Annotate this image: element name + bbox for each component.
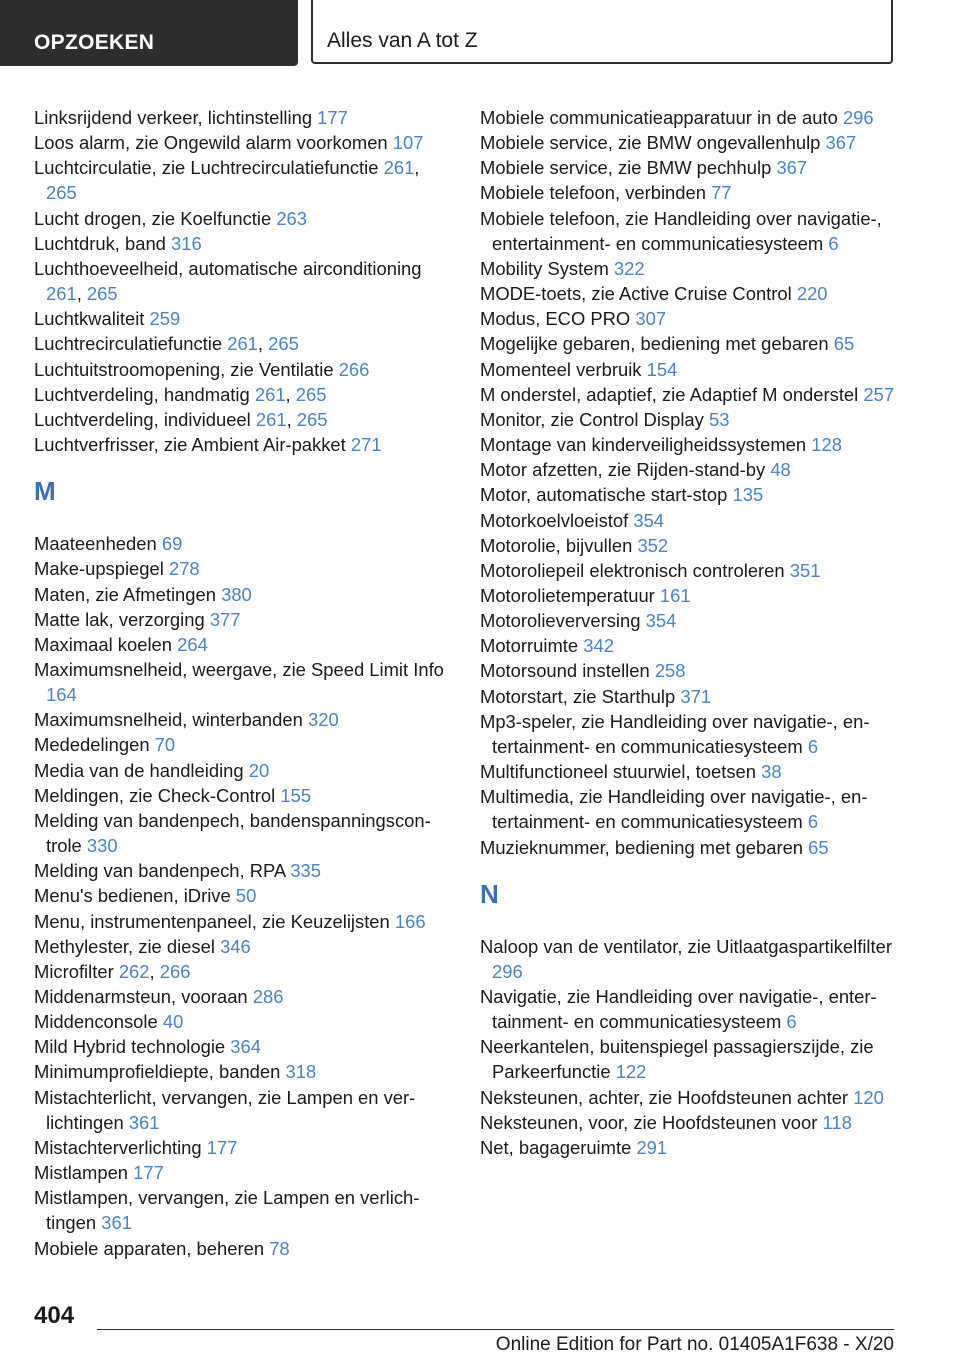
index-entry-text: Middenarmsteun, vooraan: [34, 986, 248, 1007]
index-entry: [480, 482, 900, 507]
page-reference-link[interactable]: 20: [248, 759, 270, 781]
index-entry-text: Luchtverdeling, handmatig: [34, 383, 250, 405]
index-entry: [480, 130, 900, 155]
index-entry: [34, 657, 454, 707]
index-entry: [480, 1034, 900, 1084]
index-entry-text: Luchtuitstroomopening, zie Ventilatie: [34, 358, 334, 380]
index-entry-text: Meldingen, zie Check-Control: [34, 784, 276, 806]
page-reference-link[interactable]: 265: [46, 182, 77, 204]
index-entry-text: Net, bagageruimte: [480, 1136, 632, 1158]
page-reference-link[interactable]: 342: [583, 635, 614, 657]
index-entry: [480, 357, 900, 382]
index-entry: [480, 784, 900, 834]
page-reference-link[interactable]: 307: [635, 308, 667, 330]
page-number: 404: [34, 1302, 75, 1329]
index-entry: [34, 732, 454, 757]
index-entry: [480, 835, 900, 860]
index-entry: [34, 1185, 454, 1235]
page-reference-link[interactable]: 38: [761, 761, 782, 783]
page-reference-link[interactable]: 177: [133, 1162, 164, 1184]
index-entry: [34, 1059, 454, 1084]
index-entry: [480, 281, 900, 306]
index-entry-text: Mobiele service, zie BMW pechhulp: [480, 157, 772, 179]
index-entry-text: Motorkoelvloeistof: [480, 509, 629, 531]
page-reference-link[interactable]: 266: [159, 960, 191, 982]
index-entry-text: Mobiele communicatieapparatuur in de auto: [480, 107, 838, 128]
page-reference-link[interactable]: 271: [350, 434, 382, 456]
index-entry: [34, 1085, 454, 1135]
index-entry-text: Mobility System: [480, 257, 609, 279]
chapter-title: Alles van A tot Z: [327, 29, 478, 52]
page-reference-link[interactable]: 118: [822, 1111, 852, 1133]
index-entry: [34, 1160, 454, 1185]
index-entry-text: Mededelingen: [34, 734, 150, 756]
page-reference-link[interactable]: 6: [807, 811, 819, 833]
index-entry-text: Naloop van de ventilator, zie Uitlaatgaspartikelfilter: [480, 935, 892, 957]
page-reference-link[interactable]: 261: [255, 408, 287, 430]
index-entry-text: Multimedia, zie Handleiding over navigatie-, entertainment- en communicatiesysteem: [480, 786, 868, 833]
page-reference-link[interactable]: 6: [807, 735, 819, 757]
index-entry-text: Mp3-speler, zie Handleiding over navigatie-, entertainment- en communicatiesysteem: [480, 710, 870, 757]
page-reference-link[interactable]: 78: [269, 1237, 290, 1259]
page-reference-link[interactable]: 352: [637, 534, 669, 556]
index-entry: [480, 759, 900, 784]
page-reference-link[interactable]: 261: [383, 157, 415, 179]
page-reference-link[interactable]: 266: [338, 358, 370, 380]
page-reference-link[interactable]: 371: [680, 685, 712, 707]
index-entry: [34, 909, 454, 934]
index-entry: [480, 306, 900, 331]
index-entry-text: Modus, ECO PRO: [480, 308, 631, 330]
page-reference-link[interactable]: 364: [230, 1036, 261, 1058]
index-entry: [34, 984, 454, 1009]
page-reference-link[interactable]: 330: [86, 835, 118, 857]
index-letter-heading: M: [34, 476, 56, 507]
index-entry: [480, 1085, 900, 1110]
index-entry: [34, 432, 454, 457]
page-reference-link[interactable]: 278: [168, 558, 200, 580]
page-reference-link[interactable]: 296: [842, 107, 874, 128]
page-header: [0, 0, 960, 66]
page-reference-link[interactable]: 320: [307, 709, 339, 731]
page-reference-link[interactable]: 40: [162, 1011, 184, 1033]
page-reference-link[interactable]: 367: [776, 157, 808, 179]
page-reference-link[interactable]: 154: [646, 358, 678, 380]
index-entry: [34, 607, 454, 632]
index-entry-text: Mild Hybrid technologie: [34, 1036, 226, 1058]
index-entry: [480, 709, 900, 759]
index-entry-text: Matte lak, verzorging: [34, 608, 205, 630]
page-reference-link[interactable]: 354: [633, 509, 665, 531]
index-entry: [34, 206, 454, 231]
page-reference-link[interactable]: 367: [825, 132, 857, 154]
page-reference-link[interactable]: 161: [659, 584, 691, 606]
section-label: OPZOEKEN: [34, 31, 155, 54]
index-entry-text: Luchtverdeling, individueel: [34, 408, 251, 430]
index-entry-text: Multifunctioneel stuurwiel, toetsen: [480, 761, 757, 783]
index-entry: [480, 633, 900, 658]
index-entry-text: Media van de handleiding: [34, 759, 244, 781]
index-entry: [34, 758, 454, 783]
index-entry-text: Mogelijke gebaren, bediening met gebaren: [480, 333, 829, 355]
index-column-right: [480, 105, 900, 1160]
index-entry-text: Mistachterverlichting: [34, 1136, 202, 1158]
page-reference-link[interactable]: 6: [828, 232, 839, 254]
page-reference-link[interactable]: 135: [732, 484, 764, 506]
page-reference-link[interactable]: 265: [295, 383, 327, 405]
page-reference-link[interactable]: 261: [46, 283, 77, 305]
index-entry-text: Montage van kinderveiligheidssystemen: [480, 434, 807, 456]
index-entry-text: Luchthoeveelheid, automatische airconditioning: [34, 257, 422, 279]
page-reference-link[interactable]: 120: [853, 1086, 884, 1108]
index-entry: [480, 558, 900, 583]
index-entry-text: Mobiele telefoon, verbinden: [480, 182, 706, 204]
index-entry-text: Mistachterlicht, vervangen, zie Lampen en verlichtingen: [34, 1086, 416, 1133]
index-entry: [34, 306, 454, 331]
page-reference-link[interactable]: 262: [118, 960, 150, 982]
index-entry: [480, 608, 900, 633]
index-entry-text: MODE-toets, zie Active Cruise Control: [480, 283, 792, 305]
page-reference-link[interactable]: 346: [220, 935, 251, 957]
index-entry-text: Muzieknummer, bediening met gebaren: [480, 836, 804, 858]
index-entry-text: Mistlampen, vervangen, zie Lampen en verlichtingen: [34, 1187, 420, 1234]
index-entry: [480, 984, 900, 1034]
index-entry-text: Melding van bandenpech, bandenspanningscontrole: [34, 809, 431, 857]
page-reference-link[interactable]: 70: [154, 734, 176, 756]
page-reference-link[interactable]: 53: [708, 408, 730, 430]
page-reference-link[interactable]: 291: [636, 1136, 668, 1158]
index-entry-text: Neksteunen, voor, zie Hoofdsteunen voor: [480, 1111, 818, 1133]
page-reference-link[interactable]: 48: [770, 459, 791, 481]
index-entry: [34, 105, 454, 130]
index-entry: [480, 1135, 900, 1160]
index-entry-text: Microfilter: [34, 960, 114, 982]
index-letter-heading: N: [480, 878, 499, 909]
index-entry-text: Navigatie, zie Handleiding over navigatie-, entertainment- en communicatiesysteem: [480, 986, 877, 1033]
index-entry: Luchtcirculatie, zie Luchtrecirculatiefunctie 261, 265: [34, 157, 420, 204]
page-reference-link[interactable]: 322: [613, 257, 645, 279]
page-reference-link[interactable]: 265: [296, 408, 328, 430]
index-entry: Luchtrecirculatiefunctie 261, 265: [34, 333, 299, 355]
page-reference-link[interactable]: 128: [811, 434, 842, 456]
index-entry-text: Motor, automatische start-stop: [480, 484, 728, 506]
index-entry-text: Mobiele telefoon, zie Handleiding over navigatie-, entertainment- en communicatiesysteem: [480, 207, 882, 254]
index-entry: [34, 934, 454, 959]
page-reference-link[interactable]: 335: [290, 860, 321, 882]
page-reference-link[interactable]: 164: [46, 684, 77, 706]
index-entry-text: Motoroliepeil elektronisch controleren: [480, 559, 785, 581]
index-entry-text: Motor afzetten, zie Rijden-stand-by: [480, 459, 766, 481]
page-reference-link[interactable]: 177: [317, 107, 348, 128]
index-entry: [480, 155, 900, 180]
index-entry: [480, 407, 900, 432]
page-reference-link[interactable]: 261: [227, 333, 258, 355]
index-entry-text: Mobiele service, zie BMW ongevallenhulp: [480, 132, 821, 154]
footer-divider: [97, 1329, 894, 1330]
page-reference-link[interactable]: 351: [789, 559, 821, 581]
index-entry-text: Menu, instrumentenpaneel, zie Keuzelijsten: [34, 910, 390, 932]
index-entry-text: Mobiele apparaten, beheren: [34, 1237, 265, 1259]
page-reference-link[interactable]: 155: [280, 784, 312, 806]
index-entry: [34, 231, 454, 256]
index-entry: [34, 1135, 454, 1160]
page-reference-link[interactable]: 354: [645, 610, 677, 632]
page-reference-link[interactable]: 377: [209, 608, 241, 630]
page-reference-link[interactable]: 122: [615, 1061, 647, 1083]
index-entry-text: Maximaal koelen: [34, 633, 172, 655]
index-entry-text: Motorolietemperatuur: [480, 584, 655, 606]
chapter-tab: [311, 0, 893, 64]
index-entry-text: Neksteunen, achter, zie Hoofdsteunen achter: [480, 1086, 849, 1108]
index-entry-text: Motorolie, bijvullen: [480, 534, 633, 556]
page-reference-link[interactable]: 50: [235, 885, 257, 907]
index-entry: [480, 180, 900, 205]
page-reference-link[interactable]: 261: [254, 383, 286, 405]
index-entry: [34, 883, 454, 908]
index-entry: [480, 1110, 900, 1135]
page-reference-link[interactable]: 107: [392, 132, 424, 154]
page-reference-link[interactable]: 265: [86, 283, 118, 305]
index-entry: [480, 206, 900, 256]
page-reference-link[interactable]: 65: [808, 836, 829, 858]
index-entry: Luchtverdeling, individueel 261, 265: [34, 408, 328, 430]
page-reference-link[interactable]: 220: [796, 283, 828, 305]
index-entry-text: Maten, zie Afmetingen: [34, 583, 216, 605]
index-entry: [480, 583, 900, 608]
index-entry-text: Lucht drogen, zie Koelfunctie: [34, 207, 272, 229]
index-entry: [34, 783, 454, 808]
index-entry: [480, 256, 900, 281]
index-column-left: [34, 105, 454, 1261]
index-entry: [480, 658, 900, 683]
page-reference-link[interactable]: 258: [654, 660, 686, 682]
page-reference-link[interactable]: 77: [711, 182, 732, 204]
index-entry-text: Menu's bedienen, iDrive: [34, 885, 231, 907]
index-entry: [34, 582, 454, 607]
page-reference-link[interactable]: 361: [101, 1212, 132, 1234]
page-reference-link[interactable]: 380: [221, 583, 252, 605]
page-reference-link[interactable]: 257: [863, 383, 895, 405]
index-entry-text: Motorolieverversing: [480, 610, 641, 632]
index-entry: [34, 556, 454, 581]
index-entry: [34, 357, 454, 382]
index-entry-text: Luchtrecirculatiefunctie: [34, 333, 223, 355]
page-reference-link[interactable]: 361: [128, 1111, 160, 1133]
index-entry: [480, 457, 900, 482]
page-reference-link[interactable]: 316: [171, 232, 202, 254]
index-entry-text: Mistlampen: [34, 1162, 129, 1184]
index-entry-text: Luchtcirculatie, zie Luchtrecirculatiefunctie: [34, 157, 379, 179]
page-reference-link[interactable]: 69: [161, 533, 183, 555]
index-entry-text: Linksrijdend verkeer, lichtinstelling: [34, 107, 313, 128]
index-entry: [34, 808, 454, 858]
index-entry-text: Momenteel verbruik: [480, 358, 642, 380]
index-entry: [34, 130, 454, 155]
page-reference-link[interactable]: 65: [833, 333, 855, 355]
index-entry-text: Motorruimte: [480, 635, 579, 657]
index-entry: [34, 531, 454, 556]
index-entry: Microfilter 262, 266: [34, 960, 191, 982]
page-reference-link[interactable]: 264: [177, 633, 208, 655]
page-reference-link[interactable]: 263: [276, 207, 308, 229]
index-entry: [480, 684, 900, 709]
index-entry-text: Minimumprofieldiepte, banden: [34, 1061, 281, 1083]
edition-note: Online Edition for Part no. 01405A1F638 - X/20: [495, 1334, 894, 1355]
page-reference-link[interactable]: 318: [285, 1061, 317, 1083]
index-entry: [480, 432, 900, 457]
index-entry: [480, 934, 900, 984]
index-entry-text: Luchtdruk, band: [34, 232, 166, 254]
index-entry-text: Maximumsnelheid, weergave, zie Speed Limit Info: [34, 658, 444, 680]
section-tab: [0, 0, 298, 66]
index-entry: [34, 858, 454, 883]
page-reference-link[interactable]: 177: [206, 1136, 238, 1158]
index-entry: Luchthoeveelheid, automatische airconditioning 261, 265: [34, 257, 422, 305]
index-entry: [34, 1009, 454, 1034]
index-entry-text: Methylester, zie diesel: [34, 935, 215, 957]
index-entry: [480, 331, 900, 356]
index-entry-text: M onderstel, adaptief, zie Adaptief M onderstel: [480, 383, 859, 405]
page-reference-link[interactable]: 6: [786, 1011, 797, 1033]
index-entry: Luchtverdeling, handmatig 261, 265: [34, 383, 327, 405]
index-entry: [34, 1034, 454, 1059]
index-entry-text: Motorstart, zie Starthulp: [480, 685, 676, 707]
index-entry-text: Middenconsole: [34, 1011, 158, 1033]
index-entry-text: Luchtkwaliteit: [34, 308, 145, 330]
index-entry-text: Loos alarm, zie Ongewild alarm voorkomen: [34, 132, 388, 154]
index-entry: [34, 1236, 454, 1261]
index-entry-text: Monitor, zie Control Display: [480, 408, 704, 430]
page-reference-link[interactable]: 265: [268, 333, 299, 355]
page-reference-link[interactable]: 286: [252, 986, 284, 1007]
index-entry: [34, 707, 454, 732]
page-reference-link[interactable]: 259: [149, 308, 181, 330]
index-entry-text: Maximumsnelheid, winterbanden: [34, 709, 303, 731]
index-entry: [480, 508, 900, 533]
index-entry-text: Motorsound instellen: [480, 660, 650, 682]
page-reference-link[interactable]: 296: [492, 960, 523, 982]
index-entry: [480, 105, 900, 130]
index-entry-text: Neerkantelen, buitenspiegel passagierszijde, zie Parkeerfunctie: [480, 1036, 874, 1083]
index-entry: [480, 533, 900, 558]
index-entry-text: Maateenheden: [34, 533, 157, 555]
index-entry: [34, 632, 454, 657]
index-entry: [480, 382, 900, 407]
index-entry-text: Luchtverfrisser, zie Ambient Air-pakket: [34, 434, 346, 456]
page-reference-link[interactable]: 166: [394, 910, 426, 932]
index-entry-text: Melding van bandenpech, RPA: [34, 860, 286, 882]
index-entry-text: Make-upspiegel: [34, 558, 164, 580]
